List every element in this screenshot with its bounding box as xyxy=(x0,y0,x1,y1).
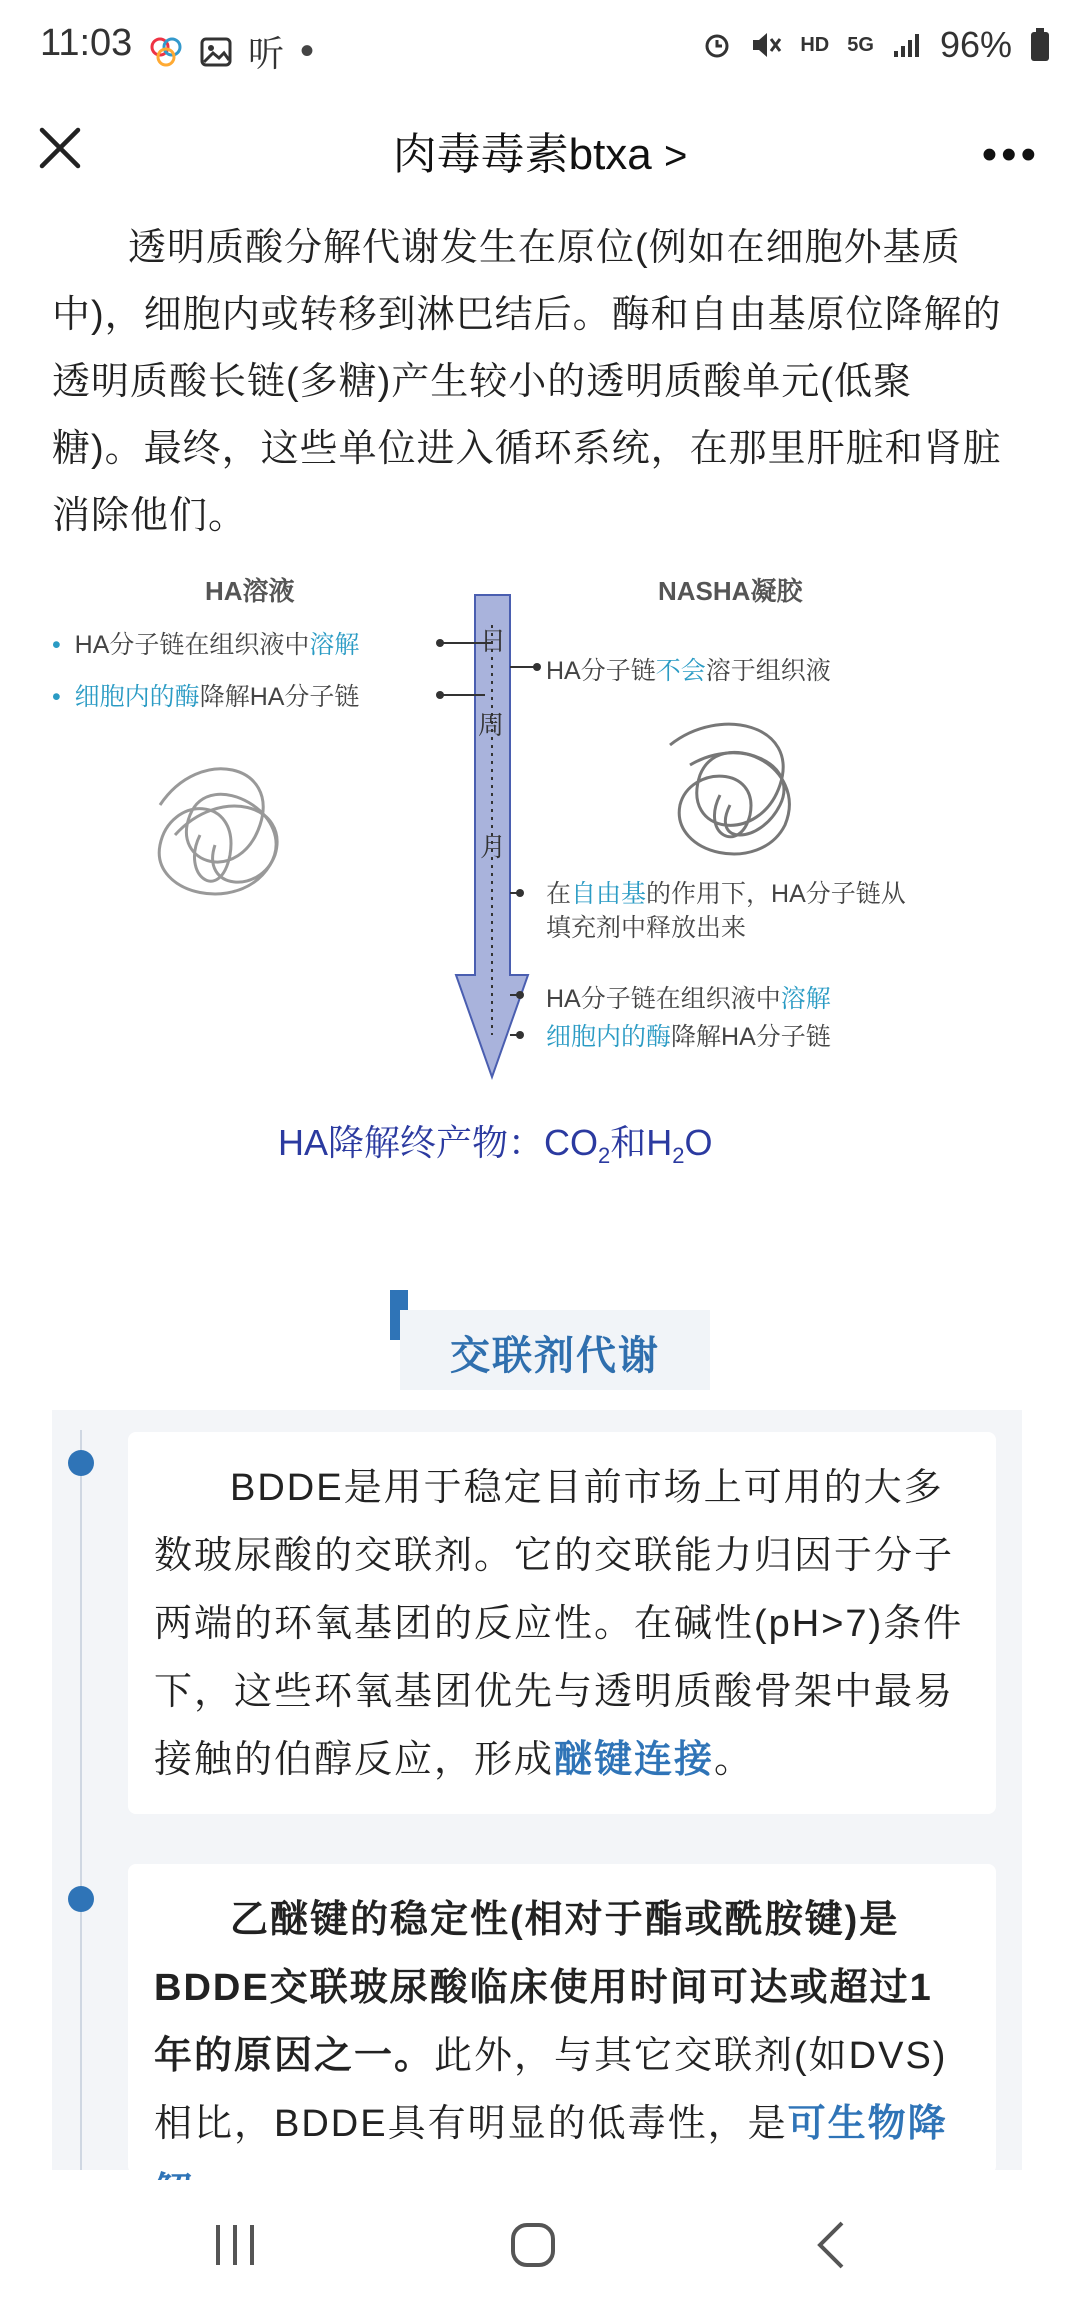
article-paragraph: 透明质酸分解代谢发生在原位(例如在细胞外基质中)，细胞内或转移到淋巴结后。酶和自由基原位降解的透明质酸长链(多糖)产生较小的透明质酸单元(低聚糖)。最终，这些单位进入循环系统，在那里肝脏和肾脏消除他们。 xyxy=(52,227,1002,537)
nasha-gel-title: NASHA凝胶 xyxy=(658,576,803,606)
right-label-2: 在自由基的作用下，HA分子链从 填充剂中释放出来 xyxy=(546,880,906,942)
right-label-4: 细胞内的酶降解HA分子链 xyxy=(546,1023,831,1051)
alarm-icon xyxy=(702,30,732,60)
axis-label-month: 月 xyxy=(480,832,507,862)
axis-label-week: 周 xyxy=(478,710,505,740)
recent-apps-icon[interactable] xyxy=(210,2220,260,2270)
status-bar xyxy=(0,0,1080,100)
back-icon[interactable] xyxy=(810,2218,850,2272)
network-5g-indicator: 5G xyxy=(847,33,874,56)
listen-app-icon: 听 xyxy=(248,33,285,74)
hd-indicator: HD xyxy=(800,33,830,56)
notification-dot-icon: • xyxy=(300,29,315,73)
section-title: 交联剂代谢 xyxy=(450,1334,660,1378)
left-bullet-1: • HA分子链在组织液中溶解 xyxy=(52,631,360,659)
timeline-dot xyxy=(68,1886,94,1912)
more-options-icon[interactable]: ••• xyxy=(981,130,1040,179)
ha-solution-molecule-image xyxy=(159,769,277,894)
ha-degradation-diagram xyxy=(40,565,1040,1205)
page-title[interactable]: 肉毒毒素btxa > xyxy=(392,130,688,179)
battery-icon xyxy=(1030,28,1050,62)
clock: 11:03 xyxy=(40,22,133,64)
timeline-card-2: 乙醚键的稳定性(相对于酯或酰胺键)是BDDE交联玻尿酸临床使用时间可达或超过1年的原因之一。此外，与其它交联剂(如DVS)相比，BDDE具有明显的低毒性，是可生物降 xyxy=(128,1864,996,2174)
section-header xyxy=(0,1290,1080,1390)
end-product-label: HA降解终产物：$CO_2$和$H_2O$ xyxy=(278,1122,713,1169)
right-label-3: HA分子链在组织液中溶解 xyxy=(546,985,831,1013)
chevron-right-icon: > xyxy=(664,134,688,178)
left-bullet-2: • 细胞内的酶降解HA分子链 xyxy=(52,683,360,711)
battery-percent: 96% xyxy=(939,24,1012,65)
app-header xyxy=(0,100,1080,200)
ha-solution-title: HA溶液 xyxy=(205,576,295,606)
system-navigation-bar xyxy=(0,2180,1080,2316)
timeline-dot xyxy=(68,1450,94,1476)
timeline-card-1: BDDE是用于稳定目前市场上可用的大多数玻尿酸的交联剂。它的交联能力归因于分子两端的环氧基团的反应性。在碱性(pH>7)条件下，这些环氧基团优先与透明质酸骨架中最易接触的伯醇反应，形成醚键连接。 xyxy=(128,1432,996,1814)
mute-icon xyxy=(750,30,782,60)
gallery-icon xyxy=(200,36,232,68)
app-cloud-icon xyxy=(148,35,184,69)
signal-icon xyxy=(892,31,922,59)
axis-label-day: 日 xyxy=(480,626,507,656)
home-icon[interactable] xyxy=(508,2220,558,2270)
nasha-gel-molecule-image xyxy=(670,724,789,854)
timeline-line xyxy=(80,1430,82,2170)
right-label-1: HA分子链不会溶于组织液 xyxy=(546,657,831,685)
